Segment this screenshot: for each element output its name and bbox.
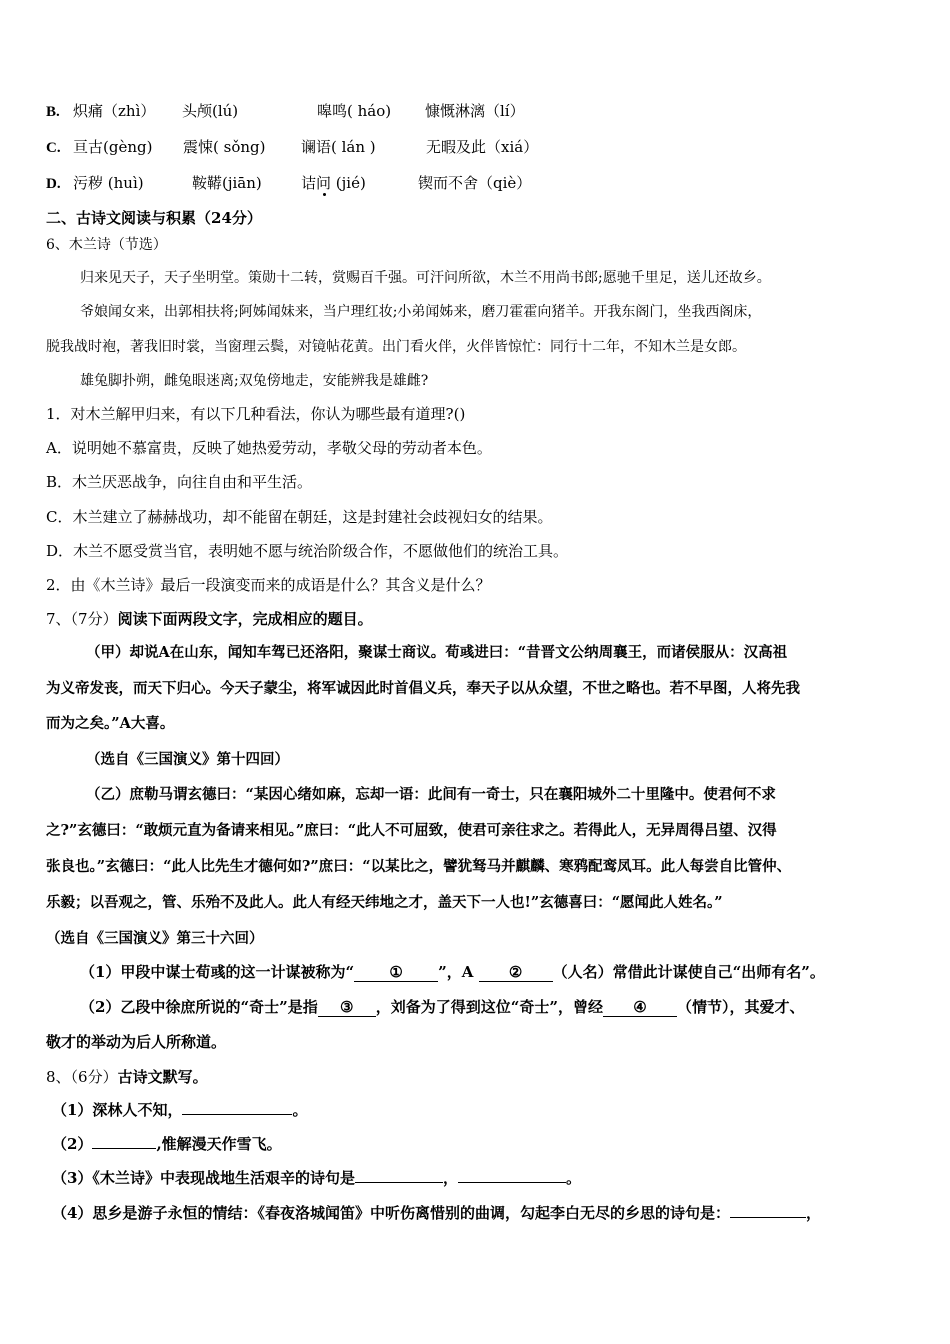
text: ， — [805, 1204, 821, 1222]
q8-line-4 — [52, 1203, 821, 1223]
option-c-item-2: 震悚( sǒng) — [183, 138, 266, 156]
dotted-char: 问 — [316, 174, 332, 192]
poem-line: 归来见天子，天子坐明堂。策勋十二转，赏赐百千强。可汗问所欲，木兰不用尚书郎;愿驰千里足，送儿还故乡。 — [80, 270, 771, 286]
answer-blank[interactable] — [458, 1182, 566, 1183]
q8-line-3 — [52, 1168, 581, 1188]
text: ，刘备为了得到这位“奇士”，曾经 — [375, 998, 603, 1016]
q8-heading — [46, 1067, 208, 1087]
option-c-item-4: 无暇及此（xiá） — [426, 138, 539, 156]
option-d — [46, 173, 61, 194]
passage-yi-line: 张良也。”玄德曰：“此人比先生才德何如?”庶曰：“以某比之，譬犹驽马并麒麟、寒鸦配鸾凤耳。此人每尝自比管仲、 — [46, 858, 792, 875]
q7-number: 7、（7分） — [46, 610, 118, 628]
option-c-item-1: 亘古(gèng) — [73, 138, 153, 156]
q7-sub-question-2 — [80, 997, 804, 1017]
option-c-item-3: 谰语( lán ) — [301, 138, 376, 156]
q7-sub-question-1 — [80, 962, 825, 982]
text: （1）甲段中谋士荀彧的这一计谋被称为“ — [80, 963, 355, 981]
answer-blank[interactable] — [182, 1114, 292, 1115]
option-c — [46, 137, 61, 158]
option-b-item-3: 嗥鸣( háo) — [317, 102, 392, 120]
poem-line: 爷娘闻女来，出郭相扶将;阿姊闻妹来，当户理红妆;小弟闻姊来，磨刀霍霍向猪羊。开我东阁门，坐我西阁床， — [80, 304, 762, 320]
answer-blank-1[interactable]: ① — [354, 964, 438, 982]
option-b-item-2: 头颅(lú) — [182, 102, 239, 120]
answer-blank-2[interactable]: ② — [479, 964, 553, 982]
q8-line-1 — [52, 1100, 307, 1120]
pinyin: (jié) — [331, 174, 366, 192]
passage-yi-source: （选自《三国演义》第三十六回） — [46, 930, 264, 947]
q7-title: 阅读下面两段文字，完成相应的题目。 — [117, 610, 373, 628]
answer-blank[interactable] — [92, 1148, 156, 1149]
passage-jia-line: （甲）却说A在山东，闻知车驾已还洛阳，聚谋士商议。荀彧进曰：“昔晋文公纳周襄王，而诸侯服从：汉高祖 — [86, 644, 788, 661]
q7-sub-question-2-cont: 敬才的举动为后人所称道。 — [46, 1033, 227, 1051]
poem-line: 雄兔脚扑朔，雌兔眼迷离;双兔傍地走，安能辨我是雄雌? — [80, 373, 429, 389]
text: ， — [442, 1169, 458, 1187]
option-label: B. — [46, 104, 60, 120]
text: 。 — [292, 1101, 308, 1119]
option-b — [46, 101, 60, 122]
text: （4）思乡是游子永恒的情结：《春夜洛城闻笛》中听伤离惜别的曲调，勾起李白无尽的乡思的诗句是： — [52, 1204, 730, 1222]
q8-title: 古诗文默写。 — [117, 1068, 208, 1086]
option-d-item-3 — [301, 173, 366, 193]
text: （2）乙段中徐庶所说的“奇士”是指 — [80, 998, 318, 1016]
q8-number: 8、（6分） — [46, 1068, 118, 1086]
option-d-item-2: 鞍鞯(jiān) — [192, 174, 262, 192]
text: （1）深林人不知， — [52, 1101, 183, 1119]
q6-question-1: 1．对木兰解甲归来，有以下几种看法，你认为哪些最有道理?() — [46, 405, 466, 423]
choice-c: C．木兰建立了赫赫战功，却不能留在朝廷，这是封建社会歧视妇女的结果。 — [46, 508, 553, 526]
answer-blank-4[interactable]: ④ — [603, 999, 677, 1017]
option-label: D. — [46, 176, 61, 192]
char: 诘 — [301, 174, 317, 192]
text: （人名）常借此计谋使自己“出师有名”。 — [552, 963, 825, 981]
choice-b: B．木兰厌恶战争，向往自由和平生活。 — [46, 473, 313, 491]
q7-heading — [46, 609, 373, 629]
passage-yi-line: 之?”玄德曰：“敢烦元直为备请来相见。”庶曰：“此人不可屈致，使君可亲往求之。若得此人，无异周得吕望、汉得 — [46, 822, 777, 839]
choice-d: D．木兰不愿受赏当官，表明她不愿与统治阶级合作，不愿做他们的统治工具。 — [46, 542, 569, 560]
text: （情节），其爱才、 — [676, 998, 805, 1016]
passage-jia-line: 而为之矣。”A大喜。 — [46, 715, 175, 732]
option-d-item-1: 污秽 (huì) — [73, 174, 144, 192]
poem-line: 脱我战时袍，著我旧时裳，当窗理云鬓，对镜帖花黄。出门看火伴，火伴皆惊忙：同行十二年，不知木兰是女郎。 — [46, 339, 746, 355]
q8-line-2 — [52, 1134, 282, 1154]
option-d-item-4: 锲而不舍（qiè） — [418, 174, 532, 192]
answer-blank[interactable] — [355, 1182, 443, 1183]
q6-title: 6、木兰诗（节选） — [46, 237, 167, 253]
passage-yi-line: （乙）庶勒马谓玄德曰：“某因心绪如麻，忘却一语：此间有一奇士，只在襄阳城外二十里隆中。使君何不求 — [86, 786, 776, 803]
text: （3）《木兰诗》中表现战地生活艰辛的诗句是 — [52, 1169, 355, 1187]
passage-jia-line: 为义帝发丧，而天下归心。今天子蒙尘，将军诚因此时首倡义兵，奉天子以从众望，不世之略也。若不早图，人将先我 — [46, 680, 800, 697]
q6-question-2: 2．由《木兰诗》最后一段演变而来的成语是什么？其含义是什么？ — [46, 576, 491, 594]
option-b-item-1: 炽痛（zhì） — [73, 102, 156, 120]
section-heading: 二、古诗文阅读与积累（24分） — [46, 209, 262, 227]
text: ”，A — [438, 963, 479, 981]
choice-a: A．说明她不慕富贵，反映了她热爱劳动，孝敬父母的劳动者本色。 — [46, 439, 492, 457]
answer-blank[interactable] — [730, 1217, 806, 1218]
passage-jia-source: （选自《三国演义》第十四回） — [86, 751, 289, 768]
passage-yi-line: 乐毅；以吾观之，管、乐殆不及此人。此人有经天纬地之才，盖天下一人也!”玄德喜曰：“愿闻此人姓名。” — [46, 894, 723, 911]
option-b-item-4: 慷慨淋漓（lí） — [425, 102, 525, 120]
text: ,惟解漫天作雪飞。 — [156, 1135, 282, 1153]
answer-blank-3[interactable]: ③ — [318, 999, 376, 1017]
text: （2） — [52, 1135, 93, 1153]
option-label: C. — [46, 140, 61, 156]
text: 。 — [565, 1169, 581, 1187]
